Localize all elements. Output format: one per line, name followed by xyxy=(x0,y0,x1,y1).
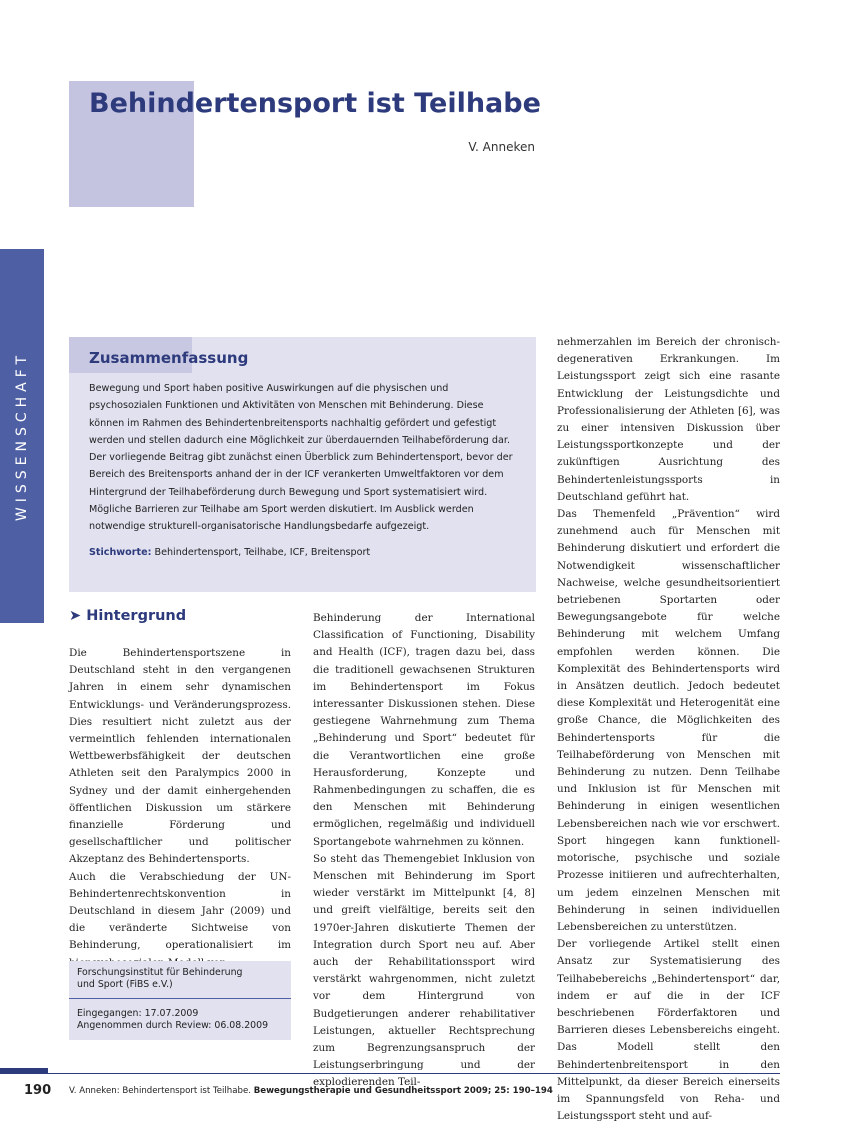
review-dates xyxy=(69,999,291,1032)
section-heading xyxy=(69,608,186,624)
paragraph: Die Behindertensportszene in Deutschland steht in den vergangenen Jahren in einem sehr dynamischen Entwicklungs- und Veränderungsprozess. Dies resultiert nicht zuletzt aus der vermeintlich fehlenden internationalen Wettbewerbsfähigkeit der deutschen Athleten seit den Paralympics 2000 in Sydney und der damit einhergehenden öffentlichen Diskussion um stärkere finanzielle Förderung und gesellschaftlicher und politischer Akzeptanz des Behindertensports. xyxy=(69,647,291,866)
body-column-1 xyxy=(69,645,291,972)
abstract-text: Bewegung und Sport haben positive Auswirkungen auf die physischen und psychosozialen Funktionen und Aktivitäten von Menschen mit Behinderung. Diese können im Rahmen des Behindertenbreitensports nachhaltig gefördert und gefestigt werden und stellen dadurch eine Möglichkeit zur überdauernden Teilhabeförderung dar. Der vorliegende Beitrag gibt zunächst einen Überblick zum Behindertensport, bevor der Bereich des Breitensports anhand der in der ICF verankerten Umweltfaktoren vor dem Hintergrund der Teilhabeförderung durch Bewegung und Sport systematisiert wird. Mögliche Barrieren zur Teilhabe am Sport werden diskutiert. Im Ausblick werden notwendige strukturell-organisatorische Handlungsbedarfe aufgezeigt. xyxy=(89,383,513,533)
footer-rule xyxy=(0,1073,780,1074)
institute-line: und Sport (FiBS e.V.) xyxy=(77,979,173,990)
footer-citation xyxy=(69,1086,553,1096)
body-column-2 xyxy=(313,610,535,1092)
section-side-label: WISSENSCHAFT xyxy=(14,350,30,522)
article-info-box xyxy=(69,961,291,1040)
keywords-value: Behindertensport, Teilhabe, ICF, Breitensport xyxy=(154,546,371,558)
paragraph: nehmerzahlen im Bereich der chronisch-degenerativen Erkrankungen. Im Leistungssport zeigt sich eine rasante Entwicklung der Leistungsdichte und Professionalisierung der Athleten [6], was zu einer intensiven Diskussion über Leistungssportkonzepte und der zukünftigen Ausrichtung des Behindertenleistungssports in Deutschland geführt hat. xyxy=(557,336,780,503)
paragraph: Behinderung der International Classification of Functioning, Disability and Health (ICF), tragen dazu bei, dass die traditionell gewachsenen Strukturen im Behindertensport im Fokus interessanter Diskussionen stehen. Diese gestiegene Wahrnehmung zum Thema „Behinderung und Sport“ bedeutet für die Verantwortlichen eine große Herausforderung, Konzepte und Rahmenbedingungen zu schaffen, die es den Menschen mit Behinderung ermöglichen, regelmäßig und individuell Sportangebote wahrnehmen zu können. xyxy=(313,612,535,848)
article-author: V. Anneken xyxy=(468,140,535,154)
institute-info xyxy=(69,961,291,999)
paragraph: Der vorliegende Artikel stellt einen Ansatz zur Systematisierung des Teilhabebereichs „Behindertensport“ dar, indem er auf die in der ICF beschriebenen Förderfaktoren und Barrieren dieses Lebensbereichs eingeht. Das Modell stellt den Behindertenbreitensport in den Mittelpunkt, da dieser Bereich einerseits im Spannungsfeld von Reha- und Leistungssport steht und auf- xyxy=(557,938,780,1123)
page-number: 190 xyxy=(24,1083,52,1098)
article-title: Behindertensport ist Teilhabe xyxy=(89,88,541,119)
body-column-3 xyxy=(557,334,780,1125)
paragraph: Das Themenfeld „Prävention“ wird zunehmend auch für Menschen mit Behinderung diskutiert und erfordert die Notwendigkeit wissenschaftlicher Nachweise, welche gesundheitsorientiert betriebenen Sportarten oder Bewegungsangebote für welche Behinderung mit welchem Umfang empfohlen werden können. Die Komplexität des Behindertensports wird in Ansätzen deutlich. Jedoch bedeutet diese Komplexität und Heterogenität eine große Chance, die Möglichkeiten des Behindertensports für die Teilhabeförderung von Menschen mit Behinderung zu nutzen. Denn Teilhabe und Inklusion ist für Menschen mit Behinderung in einigen wesentlichen Lebensbereichen nach wie vor erschwert. Sport hingegen kann funktionell-motorische, psychische und soziale Prozesse initiieren und aufrechterhalten, um jedem einzelnen Menschen mit Behinderung in seinen individuellen Lebensbereichen zu unterstützen. xyxy=(557,508,780,933)
citation-plain: V. Anneken: Behindertensport ist Teilhabe. xyxy=(69,1086,251,1096)
received-date: Eingegangen: 17.07.2009 xyxy=(77,1008,199,1019)
abstract-heading: Zusammenfassung xyxy=(89,349,249,367)
abstract-keywords xyxy=(89,547,516,558)
section-arrow-icon: ➤ xyxy=(69,608,82,624)
abstract-box xyxy=(69,337,536,592)
section-heading-text: Hintergrund xyxy=(86,608,187,624)
accepted-date: Angenommen durch Review: 06.08.2009 xyxy=(77,1020,269,1031)
keywords-label: Stichworte: xyxy=(89,546,152,558)
paragraph: So steht das Themengebiet Inklusion von Menschen mit Behinderung im Sport wieder verstärkt im Mittelpunkt [4, 8] und greift vielfältige, bereits seit den 1970er-Jahren diskutierte Themen der Integration durch Sport neu auf. Aber auch der Rehabilitationssport wird verstärkt wahrgenommen, nicht zuletzt vor dem Hintergrund von Budgetierungen anderer rehabilitativer Leistungen, aktueller Rechtsprechung zum Begrenzungsanspruch der Leistungserbringung und der explodierenden Teil- xyxy=(313,852,535,1089)
institute-line: Forschungsinstitut für Behinderung xyxy=(77,967,243,978)
paragraph: Auch die Verabschiedung der UN-Behindertenrechtskonvention in Deutschland in diesem Jahr (2009) und die veränderte Sichtweise von Behinderung, operationalisiert im xyxy=(69,870,291,952)
citation-journal: Bewegungstherapie und Gesundheitssport 2009; 25: 190–194 xyxy=(253,1086,553,1096)
